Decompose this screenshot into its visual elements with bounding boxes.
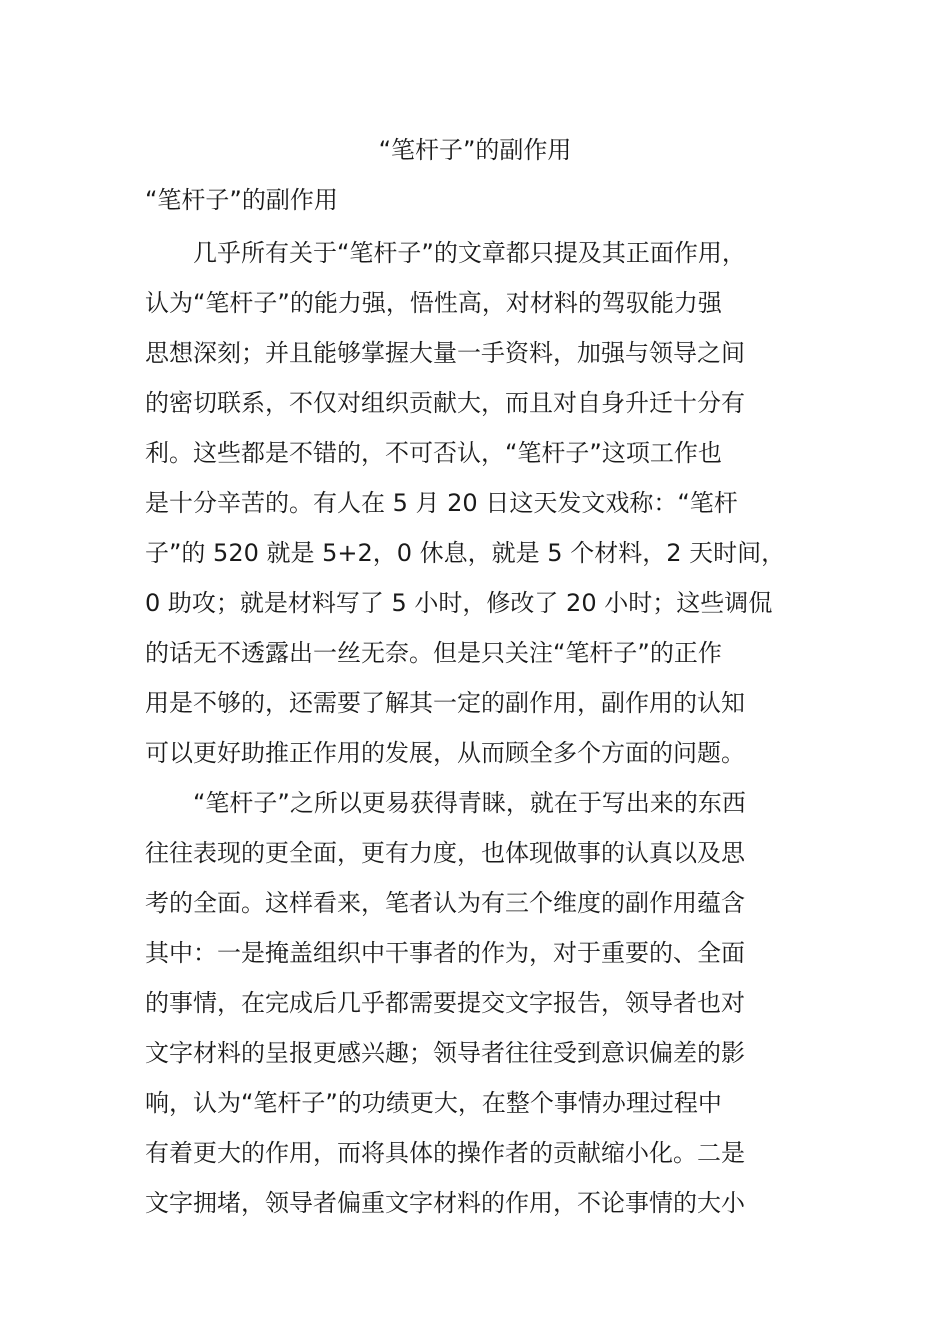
document-title: “笔杆子”的副作用 — [378, 136, 572, 164]
text-line: 用是不够的，还需要了解其一定的副作用，副作用的认知 — [145, 689, 745, 717]
text-line: 有着更大的作用，而将具体的操作者的贡献缩小化。二是 — [145, 1139, 745, 1167]
text-line: 几乎所有关于“笔杆子”的文章都只提及其正面作用， — [193, 239, 746, 267]
text-line: 利。这些都是不错的，不可否认，“笔杆子”这项工作也 — [145, 439, 722, 467]
text-line: 文字材料的呈报更感兴趣；领导者往往受到意识偏差的影 — [145, 1039, 745, 1067]
text-line: 子”的 520 就是 5+2，0 休息，就是 5 个材料，2 天时间， — [145, 539, 786, 567]
text-line: 考的全面。这样看来，笔者认为有三个维度的副作用蕴含 — [145, 889, 745, 917]
text-line: 往往表现的更全面，更有力度，也体现做事的认真以及思 — [145, 839, 745, 867]
paragraph-1 — [145, 228, 815, 778]
text-line: 0 助攻；就是材料写了 5 小时，修改了 20 小时；这些调侃 — [145, 589, 773, 617]
text-line: 的密切联系，不仅对组织贡献大，而且对自身升迁十分有 — [145, 389, 745, 417]
text-line: 思想深刻；并且能够掌握大量一手资料，加强与领导之间 — [145, 339, 745, 367]
document-subtitle: “笔杆子”的副作用 — [145, 186, 338, 214]
text-line: 的事情，在完成后几乎都需要提交文字报告，领导者也对 — [145, 989, 745, 1017]
text-line: 文字拥堵，领导者偏重文字材料的作用，不论事情的大小 — [145, 1189, 745, 1217]
document-body — [145, 228, 815, 1228]
text-line: 认为“笔杆子”的能力强，悟性高，对材料的驾驭能力强 — [145, 289, 722, 317]
text-line: 其中：一是掩盖组织中干事者的作为，对于重要的、全面 — [145, 939, 745, 967]
text-line: 是十分辛苦的。有人在 5 月 20 日这天发文戏称：“笔杆 — [145, 489, 738, 517]
paragraph-2 — [145, 778, 815, 1228]
text-line: “笔杆子”之所以更易获得青睐，就在于写出来的东西 — [193, 789, 746, 817]
text-line: 响，认为“笔杆子”的功绩更大，在整个事情办理过程中 — [145, 1089, 722, 1117]
text-line: 的话无不透露出一丝无奈。但是只关注“笔杆子”的正作 — [145, 639, 722, 667]
text-line: 可以更好助推正作用的发展，从而顾全多个方面的问题。 — [145, 739, 745, 767]
